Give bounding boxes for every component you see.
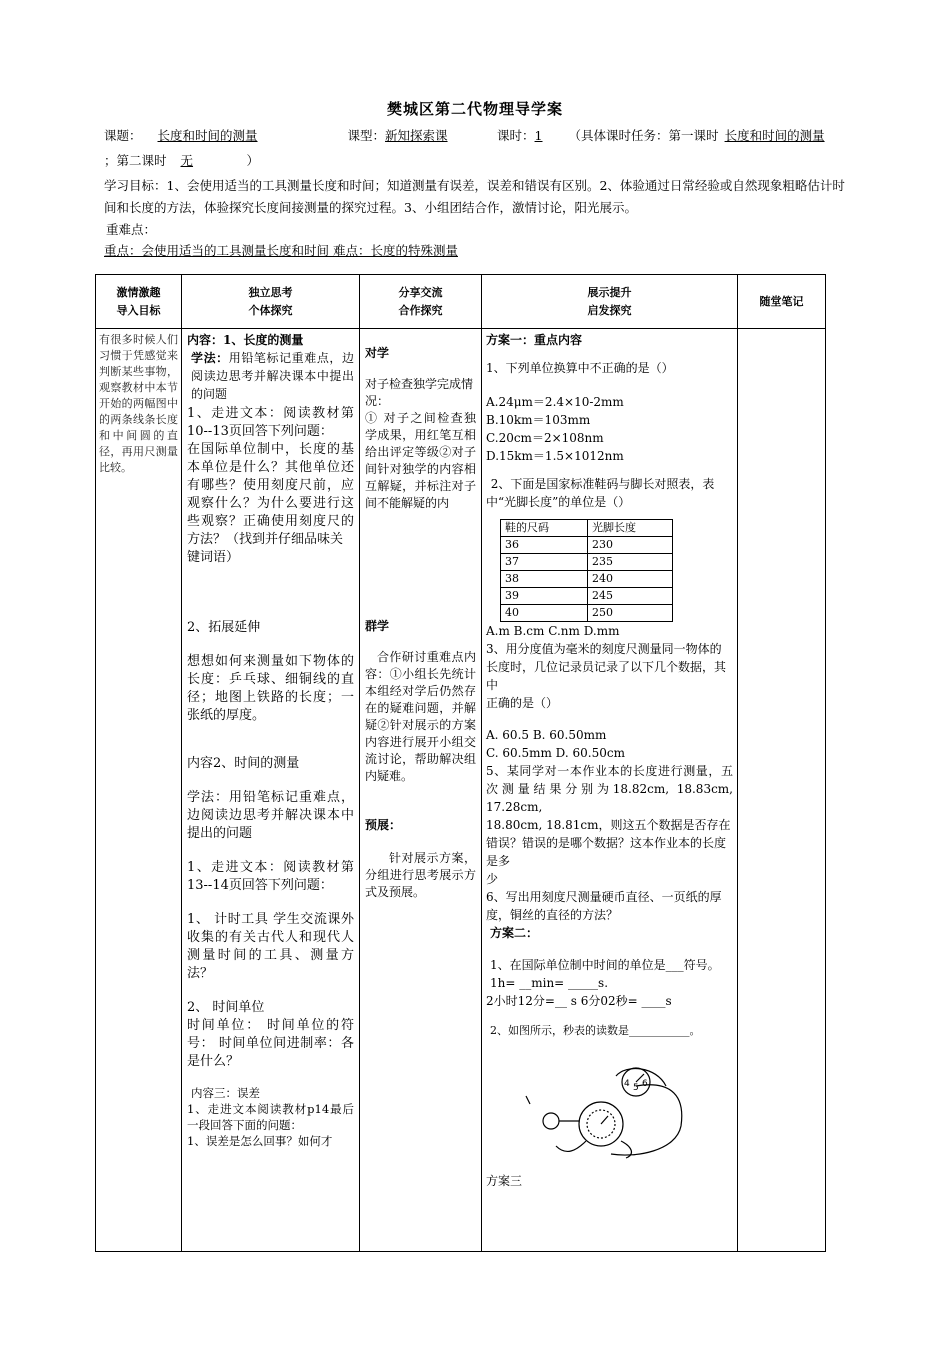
time-question-1: 1、在国际单位制中时间的单位是___符号。1h= __min= _____s. bbox=[490, 958, 720, 990]
pair-study-text: 对子检查独学完成情况： bbox=[365, 377, 474, 408]
question-3-cd: C. 60.5mm D. 60.50cm bbox=[486, 746, 625, 760]
text-p9: 2、 时间单位 bbox=[187, 1000, 265, 1015]
table-row: 37 235 bbox=[501, 554, 673, 571]
question-1-a: A.24μm＝2.4×10-2mm bbox=[486, 395, 624, 409]
hours-value: 1 bbox=[534, 128, 543, 143]
plan-3-title: 方案三 bbox=[486, 1174, 523, 1188]
presentation-cell bbox=[482, 329, 738, 1252]
text-p10: 时间单位： 时间单位的符号： 时间单位间进制率：各是什么？ bbox=[187, 1018, 354, 1069]
plan-2-title: 方案二： bbox=[490, 926, 539, 940]
header-cell: 独立思考 个体探究 bbox=[182, 275, 360, 329]
course-info-line bbox=[104, 126, 825, 144]
group-study-heading: 群学 bbox=[365, 619, 390, 633]
question-5-b: 18.80cm, 18.81cm，则这五个数据是否存在错误？错误的是哪个数据？这本作业本的长度是多 bbox=[486, 818, 731, 868]
table-row: 39 245 bbox=[501, 588, 673, 605]
type-label: 课型： bbox=[347, 128, 386, 143]
intro-cell: 有很多时候人们习惯于凭感觉来判断某些事物，观察教材中本节开始的两幅图中的两条线条长度和中间圆的直径，再用尺测量比较。 bbox=[96, 329, 182, 1252]
text-p4: 想想如何来测量如下物体的长度：乒乓球、细铜线的直径；地图上铁路的长度；一张纸的厚度。 bbox=[187, 654, 354, 723]
question-5: 5、某同学对一本作业本的长度进行测量，五次测量结果分别为18.82cm, 18.83cm, 17.28cm, bbox=[486, 764, 733, 814]
topic-value: 长度和时间的测量 bbox=[157, 128, 258, 143]
type-value: 新知探索课 bbox=[385, 128, 448, 143]
text-p13: 1、误差是怎么回事？如何才 bbox=[187, 1134, 333, 1148]
clock-mark: 4 bbox=[624, 1079, 630, 1089]
table-row: 36 230 bbox=[501, 537, 673, 554]
preview-text: 针对展示方案，分组进行思考展示方式及预展。 bbox=[365, 851, 476, 899]
hours-label: 课时： bbox=[497, 128, 535, 143]
shoe-size-header: 鞋的尺码 bbox=[501, 520, 588, 537]
text-p5: 内容2、时间的测量 bbox=[187, 756, 300, 771]
time-question-3: 2、如图所示，秒表的读数是___________。 bbox=[490, 1024, 701, 1037]
task-second-prefix: ；第二课时 bbox=[104, 153, 167, 168]
text-p8: 1、 计时工具 学生交流课外收集的有关古代人和现代人测量时间的工具、测量方法？ bbox=[187, 912, 354, 981]
topic-label: 课题： bbox=[104, 128, 142, 143]
learning-goals: 学习目标：1、会使用适当的工具测量长度和时间；知道测量有误差，误差和错误有区别。2、体验通过日常经验或自然现象粗略估计时间和长度的方法，体验探究长度间接测量的探究过程。3、小组团结合作，激情讨论，阳光展示。 bbox=[104, 178, 845, 215]
header-cell: 分享交流 合作探究 bbox=[360, 275, 482, 329]
task-first: 长度和时间的测量 bbox=[724, 128, 825, 143]
table-row: 40 250 bbox=[501, 605, 673, 622]
plan-1-title: 方案一：重点内容 bbox=[486, 333, 583, 347]
text-p7: 1、走进文本：阅读教材第13--14页回答下列问题： bbox=[187, 860, 354, 893]
clock-mark: 5 bbox=[633, 1083, 639, 1093]
document-title: 樊城区第二代物理导学案 bbox=[386, 100, 563, 118]
question-3: 3、用分度值为毫米的刻度尺测量同一物体的长度时，几位记录员记录了以下几个数据，其中 bbox=[486, 642, 727, 692]
text-p1: 1、走进文本：阅读教材第10--13页回答下列问题： bbox=[187, 406, 354, 439]
pair-study-steps: ① 对子之间检查独学成果，用红笔互相给出评定等级②对子间针对独学的内容相互解疑，并标注对子间不能解疑的内 bbox=[365, 411, 476, 510]
question-1-c: C.20cm＝2×108nm bbox=[486, 431, 604, 445]
header-cell: 展示提升 启发探究 bbox=[482, 275, 738, 329]
keypoints: 重点：会使用适当的工具测量长度和时间 难点：长度的特殊测量 bbox=[104, 243, 458, 258]
content-1-title: 内容：1、长度的测量 bbox=[187, 333, 304, 347]
independent-study-cell bbox=[182, 329, 360, 1252]
table-row: 38 240 bbox=[501, 571, 673, 588]
question-6: 6、写出用刻度尺测量硬币直径、一页纸的厚度，铜丝的直径的方法？ bbox=[486, 890, 722, 922]
method-1: 学法：用铅笔标记重难点，边阅读边思考并解决课本中提出的问题 bbox=[191, 351, 354, 401]
foot-length-header: 光脚长度 bbox=[588, 520, 673, 537]
task-suffix: ） bbox=[246, 153, 260, 168]
preview-heading: 预展： bbox=[365, 818, 402, 832]
content-row bbox=[96, 329, 826, 1252]
question-5-c: 少 bbox=[486, 872, 499, 886]
question-3-b: 正确的是（） bbox=[486, 696, 559, 710]
shoe-size-table bbox=[500, 519, 673, 622]
question-2: 2、下面是国家标准鞋码与脚长对照表，表中“光脚长度”的单位是（） bbox=[486, 477, 715, 509]
pair-study-heading: 对学 bbox=[365, 346, 390, 360]
text-p6: 学法：用铅笔标记重难点，边阅读边思考并解决课本中提出的问题 bbox=[187, 790, 354, 841]
task-second: 无 bbox=[180, 153, 194, 168]
question-1: 1、下列单位换算中不正确的是（） bbox=[486, 361, 674, 375]
header-row bbox=[96, 275, 826, 329]
text-p2b: 键词语） bbox=[187, 550, 240, 565]
cooperation-cell bbox=[360, 329, 482, 1252]
time-question-2: 2小时12分=__ s 6分02秒= ____s bbox=[486, 994, 672, 1008]
header-cell-notes: 随堂笔记 bbox=[738, 275, 826, 329]
text-p3: 2、拓展延伸 bbox=[187, 620, 261, 635]
question-2-options: A.m B.cm C.nm D.mm bbox=[486, 624, 620, 638]
text-p2: 在国际单位制中，长度的基本单位是什么？其他单位还有哪些？使用刻度尺前，应观察什么？为什么要进行这些观察？正确使用刻度尺的方法？（找到并仔细品味关 bbox=[187, 442, 354, 547]
text-p12: 1、走进文本阅读教材p14最后一段回答下面的问题： bbox=[187, 1102, 354, 1132]
study-table bbox=[95, 274, 826, 1252]
clock-mark: 6 bbox=[642, 1079, 648, 1089]
stopwatch-illustration bbox=[516, 1046, 696, 1166]
shoe-table-header bbox=[501, 520, 673, 537]
question-1-b: B.10km＝103mm bbox=[486, 413, 591, 427]
course-info-line-2 bbox=[104, 151, 259, 169]
task-prefix: （具体课时任务：第一课时 bbox=[568, 128, 719, 143]
text-p11: 内容三：误差 bbox=[191, 1086, 260, 1100]
notes-cell[interactable] bbox=[738, 329, 826, 1252]
question-1-d: D.15km＝1.5×1012nm bbox=[486, 449, 624, 463]
group-study-text: 合作研讨重难点内容：①小组长先统计本组经对学后仍然存在的疑难问题，并解疑②针对展示的方案内容进行展开小组交流讨论，帮助解决组内疑难。 bbox=[365, 650, 476, 783]
keypoints-label: 重难点： bbox=[106, 222, 157, 237]
header-cell: 激情激趣 导入目标 bbox=[96, 275, 182, 329]
question-3-ab: A. 60.5 B. 60.50mm bbox=[486, 728, 607, 742]
